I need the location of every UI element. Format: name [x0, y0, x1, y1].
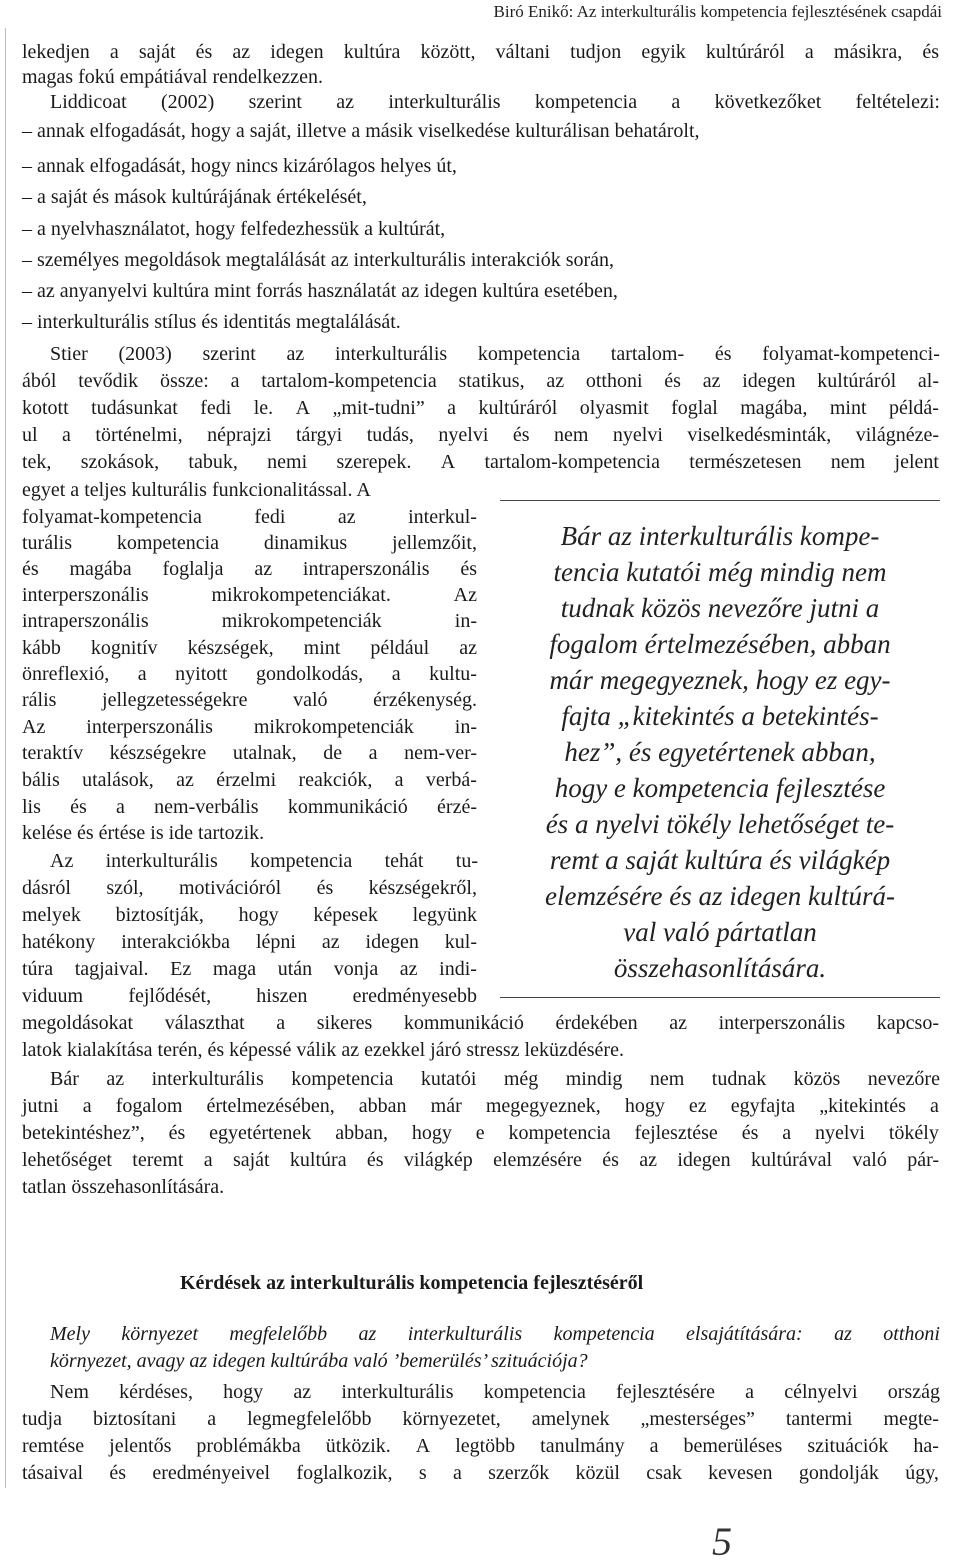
body-line: hatékony interakciókba lépni az idegen kul- [22, 931, 477, 953]
pullquote-bottom-rule [500, 997, 940, 998]
body-line: folyamat-kompetencia fedi az interkul- [22, 506, 477, 528]
question-line: Mely környezet megfelelőbb az interkulturális kompetencia elsajátítására: az otthoni [50, 1323, 940, 1345]
pullquote-line: remt a saját kultúra és világkép [549, 845, 891, 875]
body-line: turális kompetencia dinamikus jellemzőit, [22, 532, 477, 554]
body-line: – annak elfogadását, hogy nincs kizárólagos helyes út, [22, 155, 457, 177]
body-line: rális jellegzetességekre való érzékenység. [22, 689, 477, 711]
body-line: latok kialakítása terén, és képessé válik az ezekkel járó stressz leküzdésére. [22, 1039, 624, 1061]
pullquote-line: fajta „kitekintés a betekintés- [561, 701, 879, 731]
pullquote-line: tudnak közös nevezőre jutni a [560, 593, 880, 623]
body-line: – a nyelvhasználatot, hogy felfedezhessük a kultúrát, [22, 218, 446, 240]
body-line: kelése és értése is ide tartozik. [22, 822, 265, 844]
section-body-line: remtése jelentős problémákba ütközik. A legtöbb tanulmány a bemerüléses szituációk ha- [22, 1435, 939, 1457]
pullquote-line: tencia kutatói még mindig nem [553, 557, 887, 587]
margin-rule [5, 28, 6, 1488]
body-line: Bár az interkulturális kompetencia kutatói még mindig nem tudnak közös nevezőre [50, 1068, 940, 1090]
pullquote-line: hez”, és egyetértenek abban, [564, 737, 876, 767]
body-line: lehetőséget teremt a saját kultúra és világkép elemzésére és az idegen kultúrával való pár- [22, 1149, 939, 1171]
body-line: melyek biztosítják, hogy képesek legyünk [22, 904, 477, 926]
body-line: – interkulturális stílus és identitás megtalálását. [22, 311, 401, 333]
body-line: tek, szokások, tabuk, nemi szerepek. A tartalom-kompetencia természetesen nem jelent [22, 451, 939, 473]
pullquote-line: elemzésére és az idegen kultúrá- [545, 881, 895, 911]
body-line: Liddicoat (2002) szerint az interkulturális kompetencia a következőket feltételezi: [50, 91, 940, 113]
section-body-line: tudja biztosítani a legmegfelelőbb környezetet, amelynek „mesterséges” tantermi megte- [22, 1408, 939, 1430]
body-line: önreflexió, a nyitott gondolkodás, a kultu- [22, 663, 477, 685]
body-line: Stier (2003) szerint az interkulturális kompetencia tartalom- és folyamat-kompetenci- [50, 343, 940, 365]
pullquote-line: hogy e kompetencia fejlesztése [554, 773, 886, 803]
body-line: interperszonális mikrokompetenciákat. Az [22, 584, 477, 606]
pullquote-line: Bár az interkulturális kompe- [560, 521, 880, 551]
body-line: és magába foglalja az intraperszonális és [22, 558, 477, 580]
body-line: túra tagjaival. Ez maga után vonja az indi- [22, 958, 477, 980]
body-line: – a saját és mások kultúrájának értékelését, [22, 186, 367, 208]
body-line: teraktív készségekre utalnak, de a nem-ver- [22, 742, 477, 764]
body-line: – személyes megoldások megtalálását az interkulturális interakciók során, [22, 249, 615, 271]
body-line: lis és a nem-verbális kommunikáció érzé- [22, 796, 477, 818]
pullquote-line: már megegyeznek, hogy ez egy- [549, 665, 891, 695]
body-line: egyet a teljes kulturális funkcionalitással. A [22, 479, 371, 501]
body-line: magas fokú empátiával rendelkezzen. [22, 66, 323, 88]
body-line: Az interperszonális mikrokompetenciák in- [22, 716, 477, 738]
page-number: 5 [712, 1519, 732, 1564]
section-body-line: Nem kérdéses, hogy az interkulturális kompetencia fejlesztésére a célnyelvi ország [50, 1381, 940, 1403]
body-line: kább kognitív készségek, mint például az [22, 637, 477, 659]
body-line: – az anyanyelvi kultúra mint forrás használatát az idegen kultúra esetében, [22, 280, 618, 302]
question-line: környezet, avagy az idegen kultúrába való ’bemerülés’ szituációja? [50, 1350, 588, 1372]
body-line: – annak elfogadását, hogy a saját, illetve a másik viselkedése kulturálisan behatárolt, [22, 120, 700, 142]
body-line: tatlan összehasonlítására. [22, 1176, 225, 1198]
section-heading: Kérdések az interkulturális kompetencia fejlesztéséről [180, 1272, 644, 1294]
body-line: dásról szól, motivációról és készségekről, [22, 877, 477, 899]
running-header: Biró Enikő: Az interkulturális kompetencia fejlesztésének csapdái [493, 2, 942, 21]
body-line: betekintéshez”, és egyetértenek abban, hogy e kompetencia fejlesztése és a nyelvi tökély [22, 1122, 939, 1144]
body-line: megoldásokat választhat a sikeres kommunikáció érdekében az interperszonális kapcso- [22, 1012, 939, 1034]
body-line: ul a történelmi, néprajzi tárgyi tudás, nyelvi és nem nyelvi viselkedésminták, világnéze- [22, 424, 939, 446]
body-line: viduum fejlődését, hiszen eredményesebb [22, 985, 477, 1007]
pullquote-line: összehasonlítására. [613, 953, 827, 983]
body-line: intraperszonális mikrokompetenciák in- [22, 610, 477, 632]
pullquote-line: és a nyelvi tökély lehetőséget te- [545, 809, 895, 839]
body-line: kotott tudásunkat fedi le. A „mit-tudni” a kultúráról olyasmit foglal magába, mint példá- [22, 397, 939, 419]
section-body-line: tásaival és eredményeivel foglalkozik, s a szerzők közül csak kevesen gondolják úgy, [22, 1462, 939, 1484]
body-line: jutni a fogalom értelmezésében, abban már megegyeznek, hogy ez egyfajta „kitekintés a [22, 1095, 939, 1117]
pullquote-top-rule [500, 500, 940, 501]
pullquote-line: fogalom értelmezésében, abban [549, 629, 891, 659]
body-line: ából tevődik össze: a tartalom-kompetencia statikus, az otthoni és az idegen kultúráról al- [22, 370, 939, 392]
pullquote-line: val való pártatlan [623, 917, 817, 947]
body-line: lekedjen a saját és az idegen kultúra között, váltani tudjon egyik kultúráról a másikra, és [22, 41, 939, 63]
body-line: bális utalások, az érzelmi reakciók, a verbá- [22, 769, 477, 791]
body-line: Az interkulturális kompetencia tehát tu- [50, 850, 478, 872]
